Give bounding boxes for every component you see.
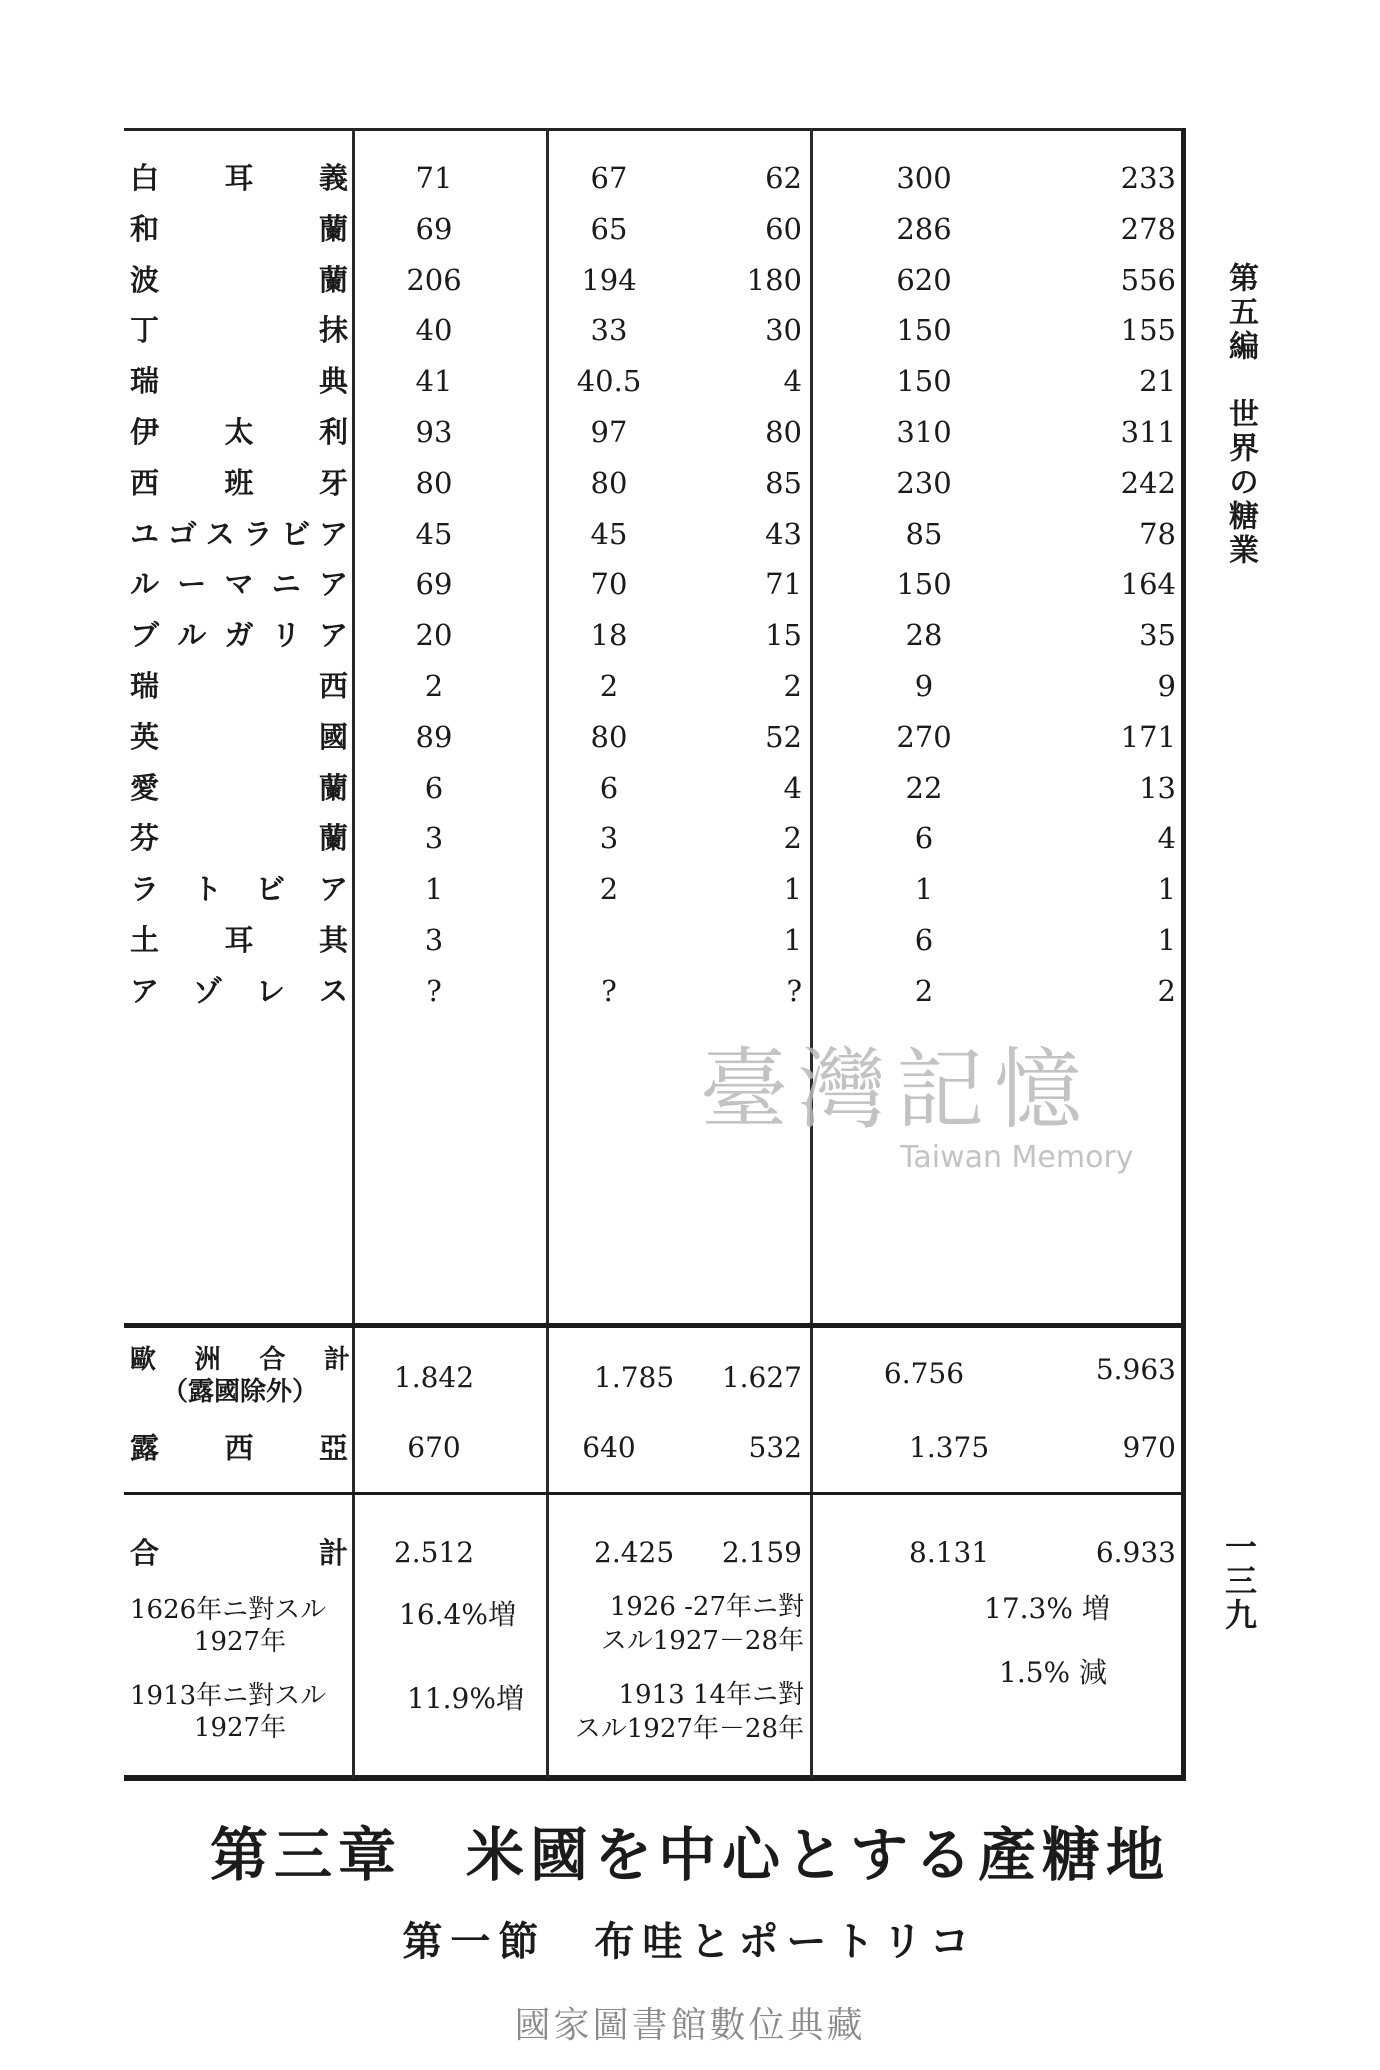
value-c5: 4: [1157, 821, 1176, 856]
russia-label: [130, 1418, 348, 1478]
europe-total-c4: 6.756: [883, 1357, 965, 1390]
europe-total-c3: 1.627: [721, 1361, 802, 1394]
name-char: ア: [318, 872, 348, 907]
russia-c1: 670: [407, 1431, 461, 1464]
name-char: 芬: [130, 821, 160, 856]
name-char: 亞: [318, 1431, 348, 1465]
name-char: ブ: [130, 618, 160, 653]
name-char: 蘭: [318, 211, 348, 246]
name-char: 西: [318, 669, 348, 703]
comparison-1-label-line2: 1927年: [193, 1627, 287, 1657]
name-char: 國: [318, 719, 348, 754]
total-rule: [124, 1492, 1184, 1495]
value-c3: 85: [765, 465, 802, 500]
value-c4: 150: [896, 364, 952, 399]
value-c2: 40.5: [576, 364, 642, 399]
name-char: マ: [224, 567, 254, 602]
name-char: 蘭: [318, 821, 348, 856]
comparison-1-note-line2: スル1927－28年: [600, 1626, 804, 1656]
value-c1: 6: [424, 770, 444, 805]
grand-total-c3: 2.159: [721, 1536, 802, 1569]
name-char: 義: [318, 161, 348, 195]
name-char: 英: [130, 719, 160, 754]
page-number: 一三九: [1220, 1530, 1258, 1632]
value-c5: 21: [1139, 364, 1176, 399]
name-char: 太: [224, 415, 254, 449]
value-c5: 2: [1157, 973, 1176, 1008]
name-char: 丁: [130, 313, 160, 348]
name-char: 土: [130, 923, 160, 957]
europe-total-c2: 1.785: [594, 1361, 675, 1394]
name-char: 計: [323, 1345, 350, 1375]
name-char: ル: [130, 567, 160, 602]
value-c1: 69: [415, 211, 453, 246]
name-char: ー: [177, 567, 207, 602]
value-c3: 4: [783, 770, 802, 805]
name-char: ユ: [130, 516, 160, 551]
value-c2: 3: [599, 821, 619, 856]
name-char: 伊: [130, 415, 160, 449]
value-c5: 171: [1120, 719, 1176, 754]
value-c3: 2: [783, 669, 802, 703]
name-char: ラ: [130, 872, 160, 907]
comparison-row-2: [124, 1656, 1184, 1758]
comparison-1-note-line1: 1926 -27年ニ對: [609, 1592, 804, 1622]
comparison-1-note: [574, 1590, 804, 1658]
name-char: ア: [318, 618, 348, 653]
name-char: 西: [224, 1431, 254, 1465]
europe-total-label-line1: [130, 1344, 350, 1376]
russia-c5: 970: [1122, 1431, 1176, 1464]
table-row: [124, 961, 1184, 1021]
grand-total-c4: 8.131: [909, 1536, 990, 1569]
table-top-rule: [124, 128, 1184, 131]
name-char: ル: [177, 618, 207, 653]
russia-c3: 532: [748, 1431, 802, 1464]
value-c4: 620: [896, 262, 952, 297]
watermark-chinese: 臺灣記憶: [700, 1038, 1093, 1141]
watermark-english: Taiwan Memory: [900, 1140, 1134, 1175]
value-c1: 2: [424, 669, 444, 703]
name-char: 露: [130, 1431, 160, 1465]
grand-total-c1: 2.512: [393, 1536, 475, 1569]
value-c1: 69: [415, 567, 453, 602]
europe-total-label-line2: （露國除外）: [161, 1377, 318, 1407]
value-c3: 71: [765, 567, 802, 602]
value-c2: 70: [590, 567, 628, 602]
value-c5: 1: [1157, 923, 1176, 957]
value-c5: 78: [1139, 516, 1176, 551]
value-c1: 3: [424, 923, 444, 957]
name-char: 瑞: [130, 364, 160, 399]
name-char: ア: [130, 973, 160, 1008]
value-c2: 6: [599, 770, 619, 805]
value-c1: 41: [415, 364, 453, 399]
comparison-2-label-line1: 1913年ニ對スル: [130, 1681, 327, 1711]
value-c3: 2: [783, 821, 802, 856]
name-char: ニ: [271, 567, 301, 602]
value-c5: 155: [1120, 313, 1176, 348]
value-c1: 45: [415, 516, 453, 551]
comparison-1-pct-b: 17.3% 増: [984, 1592, 1110, 1625]
value-c1: 93: [415, 415, 453, 449]
value-c5: 13: [1139, 770, 1176, 805]
value-c5: 311: [1120, 415, 1176, 449]
table-bottom-rule: [124, 1775, 1186, 1781]
name-char: 合: [259, 1345, 286, 1375]
name-char: ア: [318, 516, 348, 551]
name-char: 其: [318, 923, 348, 957]
name-char: 抹: [318, 313, 348, 348]
sugar-consumption-table: [124, 128, 1184, 1778]
value-c2: 80: [590, 465, 628, 500]
value-c4: 6: [914, 821, 934, 856]
value-c4: 28: [905, 618, 943, 653]
value-c1: 40: [415, 313, 453, 348]
name-char: 典: [318, 364, 348, 399]
comparison-2-pct-b: 1.5% 減: [999, 1656, 1108, 1689]
name-char: ト: [192, 872, 222, 907]
name-char: ガ: [224, 618, 254, 653]
value-c1: ?: [426, 973, 442, 1008]
name-char: リ: [271, 618, 301, 653]
value-c4: 1: [914, 872, 934, 907]
name-char: 耳: [224, 161, 254, 195]
value-c5: 233: [1120, 161, 1176, 195]
value-c5: 35: [1139, 618, 1176, 653]
value-c3: 180: [746, 262, 802, 297]
value-c4: 85: [905, 516, 943, 551]
name-char: ス: [318, 973, 348, 1008]
russia-c4: 1.375: [909, 1431, 990, 1464]
name-char: 蘭: [318, 262, 348, 297]
name-char: 牙: [318, 465, 348, 500]
value-c5: 9: [1157, 669, 1176, 703]
comparison-2-label: [130, 1680, 350, 1744]
country-name: [130, 961, 348, 1021]
value-c3: 4: [783, 364, 802, 399]
value-c5: 278: [1120, 211, 1176, 246]
name-char: 西: [130, 465, 160, 500]
name-char: ス: [205, 516, 235, 551]
grand-total-label: [130, 1523, 348, 1583]
value-c5: 556: [1120, 262, 1176, 297]
name-char: 蘭: [318, 770, 348, 805]
value-c1: 206: [406, 262, 462, 297]
subtotal-rule: [124, 1323, 1184, 1328]
value-c3: 80: [765, 415, 802, 449]
name-char: ビ: [255, 872, 285, 907]
value-c4: 9: [914, 669, 934, 703]
name-char: ラ: [243, 516, 273, 551]
value-c2: 97: [590, 415, 628, 449]
value-c4: 286: [896, 211, 952, 246]
value-c1: 3: [424, 821, 444, 856]
value-c3: 43: [765, 516, 802, 551]
comparison-2-note-line2: スル1927年－28年: [574, 1714, 804, 1744]
comparison-1-pct-a: 16.4%増: [399, 1598, 516, 1631]
name-char: 利: [318, 415, 348, 449]
europe-total-row: [124, 1338, 1184, 1418]
name-char: 洲: [194, 1345, 221, 1375]
value-c2: 67: [590, 161, 628, 195]
value-c3: 62: [765, 161, 802, 195]
value-c2: 18: [590, 618, 628, 653]
name-char: 瑞: [130, 669, 160, 703]
name-char: 歐: [130, 1345, 157, 1375]
name-char: 計: [318, 1536, 348, 1570]
value-c3: 30: [765, 313, 802, 348]
value-c3: 1: [783, 923, 802, 957]
value-c3: 15: [765, 618, 802, 653]
value-c4: 150: [896, 567, 952, 602]
running-head: 第五編 世界の糖業: [1223, 262, 1258, 568]
comparison-2-label-line2: 1927年: [193, 1713, 287, 1743]
comparison-1-label: [130, 1594, 350, 1658]
europe-total-label: [130, 1344, 350, 1408]
value-c2: 65: [590, 211, 628, 246]
name-char: ゾ: [192, 973, 222, 1008]
value-c1: 71: [415, 161, 453, 195]
section-title: 第一節 布哇とポートリコ: [402, 1919, 978, 1965]
grand-total-row: [124, 1523, 1184, 1583]
value-c1: 89: [415, 719, 453, 754]
name-char: ア: [318, 567, 348, 602]
comparison-2-note-line1: 1913 14年ニ對: [618, 1680, 804, 1710]
name-char: ビ: [281, 516, 311, 551]
comparison-2-note: [574, 1678, 804, 1746]
value-c1: 20: [415, 618, 453, 653]
value-c4: 230: [896, 465, 952, 500]
value-c4: 300: [896, 161, 952, 195]
name-char: 波: [130, 262, 160, 297]
russia-row: [124, 1418, 1184, 1478]
value-c3: 60: [765, 211, 802, 246]
value-c4: 310: [896, 415, 952, 449]
russia-c2: 640: [582, 1431, 636, 1464]
value-c2: 80: [590, 719, 628, 754]
value-c4: 270: [896, 719, 952, 754]
name-char: 合: [130, 1536, 160, 1570]
comparison-2-pct-a: 11.9%増: [407, 1682, 524, 1715]
value-c1: 1: [424, 872, 444, 907]
value-c4: 22: [905, 770, 943, 805]
chapter-title: 第三章 米國を中心とする產糖地: [209, 1821, 1170, 1889]
value-c2: 33: [590, 313, 628, 348]
grand-total-c2: 2.425: [594, 1536, 675, 1569]
name-char: ゴ: [167, 516, 197, 551]
value-c4: 2: [914, 973, 934, 1008]
value-c2: 45: [590, 516, 628, 551]
value-c4: 150: [896, 313, 952, 348]
value-c2: ?: [601, 973, 617, 1008]
name-char: 愛: [130, 770, 160, 805]
name-char: 班: [224, 465, 254, 500]
value-c2: 2: [599, 872, 619, 907]
name-char: レ: [255, 973, 285, 1008]
value-c2: 2: [599, 669, 619, 703]
value-c3: 52: [765, 719, 802, 754]
name-char: 和: [130, 211, 160, 246]
value-c5: 164: [1120, 567, 1176, 602]
value-c2: 194: [581, 262, 637, 297]
grand-total-c5: 6.933: [1095, 1536, 1176, 1569]
name-char: 耳: [224, 923, 254, 957]
library-collection-mark: 國家圖書館數位典藏: [514, 2005, 866, 2046]
value-c5: 242: [1120, 465, 1176, 500]
value-c3: ?: [786, 973, 802, 1008]
europe-total-c1: 1.842: [393, 1361, 475, 1394]
comparison-1-label-line1: 1626年ニ對スル: [130, 1595, 327, 1625]
value-c1: 80: [415, 465, 453, 500]
value-c3: 1: [783, 872, 802, 907]
europe-total-c5: 5.963: [1095, 1353, 1176, 1386]
value-c4: 6: [914, 923, 934, 957]
name-char: 白: [130, 161, 160, 195]
value-c5: 1: [1157, 872, 1176, 907]
